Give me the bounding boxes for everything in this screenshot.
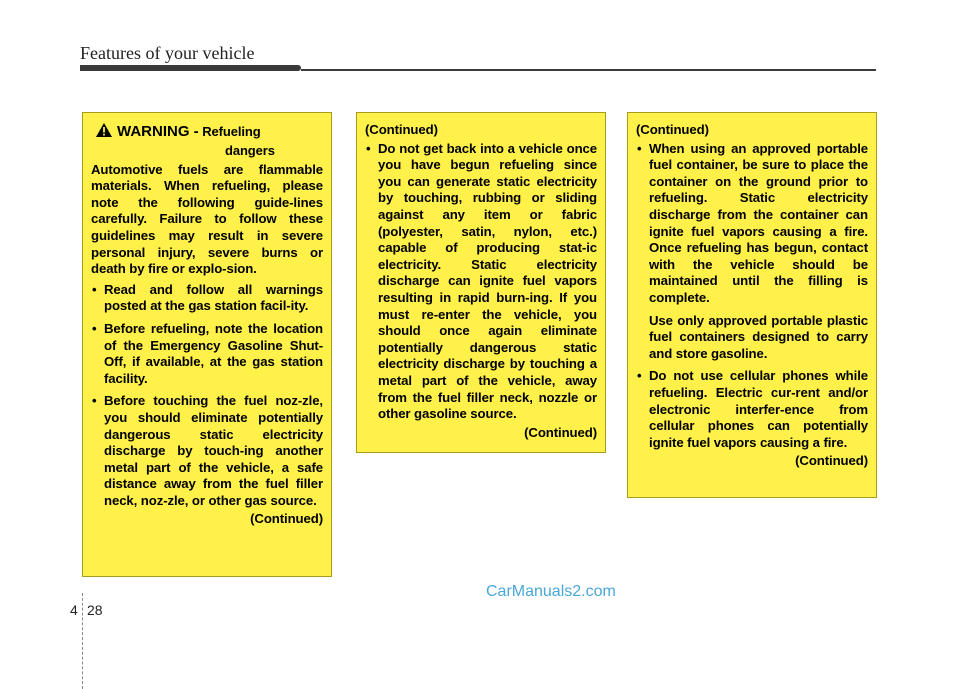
page-divider (82, 593, 83, 689)
section-title: Features of your vehicle (80, 43, 255, 63)
page-number: 28 (87, 602, 103, 618)
warning-word: WARNING - (117, 123, 199, 140)
continued-label: (Continued) (250, 511, 323, 527)
list-item: • Before refueling, note the location of the Emergency Gasoline Shut-Off, if available, at the gas station facility. (91, 321, 323, 387)
warning-triangle-icon (95, 122, 113, 143)
warning-box-continued-3 (627, 112, 877, 498)
list-item: • Do not use cellular phones while refueling. Electric cur-rent and/or electronic interfer-ence from cellular phones can potentially ignite fuel vapors causing a fire. (636, 368, 868, 451)
warning-bullet-list (636, 368, 868, 451)
chapter-number: 4 (70, 602, 78, 618)
continued-label: (Continued) (524, 424, 597, 440)
warning-bullet-list (91, 282, 323, 510)
warning-intro: Automotive fuels are flammable materials. When refueling, please note the following guide-lines carefully. Failure to follow these guidelines may result in severe personal injury, severe burns or death by fire or explo-sion. (91, 161, 323, 277)
warning-bullet-list (365, 141, 597, 423)
header-rule-thin (301, 69, 876, 71)
warning-box-continued-2 (356, 112, 606, 453)
watermark-link[interactable]: CarManuals2.com (486, 583, 616, 600)
header-rule-thick (80, 65, 301, 71)
list-item: • Before touching the fuel noz-zle, you should eliminate potentially dangerous static electricity discharge by touch-ing another metal part of the vehicle, a safe distance away from the fuel filler neck, noz-zle, or other gas source. (91, 393, 323, 509)
bullet-continuation-paragraph: Use only approved portable plastic fuel containers designed to carry and store gasoline. (649, 312, 868, 361)
warning-bullet-list (636, 141, 868, 307)
warning-box-refueling (82, 112, 332, 577)
warning-subtitle-2: dangers (225, 142, 275, 158)
warning-heading (91, 122, 323, 158)
warning-subtitle-1: Refueling (202, 124, 261, 139)
continued-top-label: (Continued) (636, 122, 709, 137)
list-item: • When using an approved portable fuel container, be sure to place the container on the ground prior to refueling. Static electricity discharge from the container can ignite fuel vapors causing a fire. Once refueling has begun, contact with the vehicle should be maintained until the filling is complete. (636, 141, 868, 307)
continued-top-label: (Continued) (365, 122, 438, 137)
list-item: • Read and follow all warnings posted at the gas station facil-ity. (91, 282, 323, 315)
list-item: • Do not get back into a vehicle once you have begun refueling since you can generate static electricity by touching, rubbing or sliding against any item or fabric (polyester, satin, nylon, etc.) capable of producing stat-ic electricity. Static electricity discharge can ignite fuel vapors resulting in rapid burn-ing. If you must re-enter the vehicle, you should once again eliminate potentially dangerous static electricity discharge by touching a metal part of the vehicle, away from the fuel filler neck, nozzle or other gasoline source. (365, 141, 597, 423)
continued-label: (Continued) (795, 453, 868, 469)
